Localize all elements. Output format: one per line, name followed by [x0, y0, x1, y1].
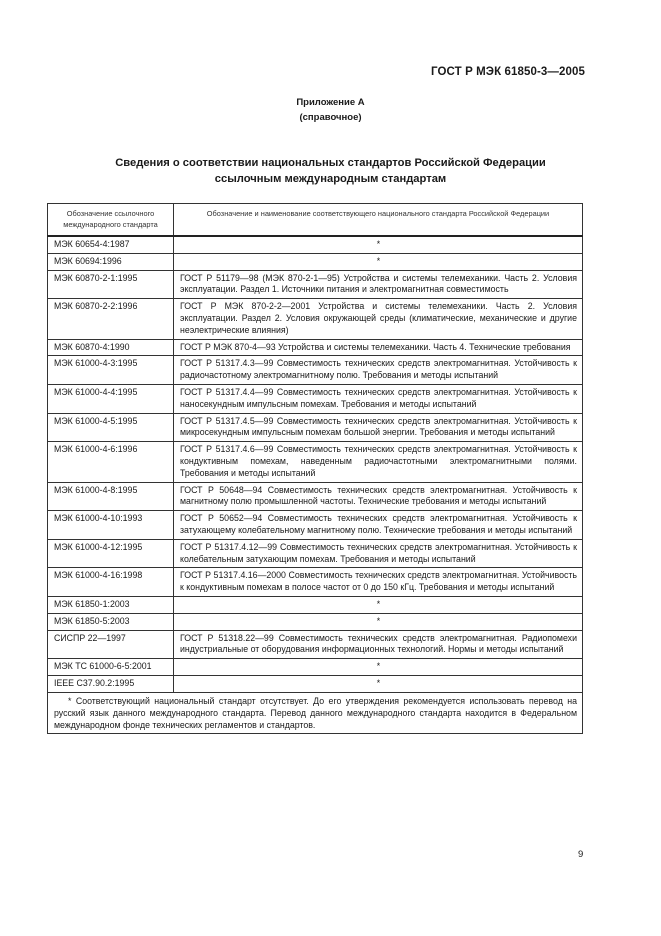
table-row: [48, 236, 583, 253]
national-standard-cell: ГОСТ Р 51318.22—99 Совместимость технических средств электромагнитная. Радиопомехи индустриальные от оборудования информационных технологий. Нормы и методы испытаний: [174, 630, 583, 659]
table-row: [48, 299, 583, 339]
national-standard-cell: ГОСТ Р 51317.4.5—99 Совместимость технических средств электромагнитная. Устойчивость к микросекундным импульсным помехам большой энергии. Требования и методы испытаний: [174, 413, 583, 442]
table-row: [48, 384, 583, 413]
international-standard-cell: МЭК 61000-4-5:1995: [48, 413, 174, 442]
table-row: [48, 539, 583, 568]
table-row: [48, 270, 583, 299]
international-standard-cell: МЭК 61000-4-16:1998: [48, 568, 174, 597]
international-standard-cell: МЭК 61000-4-12:1995: [48, 539, 174, 568]
page-title-line-1: Сведения о соответствии национальных стандартов Российской Федерации: [115, 157, 546, 169]
national-standard-cell: *: [174, 613, 583, 630]
international-standard-cell: МЭК 60870-2-2:1996: [48, 299, 174, 339]
international-standard-cell: МЭК 60694:1996: [48, 253, 174, 270]
national-standard-cell: ГОСТ Р 51317.4.16—2000 Совместимость технических средств электромагнитная. Устойчивость к кондуктивным помехам в полосе частот от 0 до 150 кГц. Требования и методы испытаний: [174, 568, 583, 597]
international-standard-cell: СИСПР 22—1997: [48, 630, 174, 659]
international-standard-cell: МЭК 61000-4-8:1995: [48, 482, 174, 511]
column-header-national: Обозначение и наименование соответствующего национального стандарта Российской Федерации: [174, 204, 583, 237]
table-row: [48, 339, 583, 356]
footnote-text: * Соответствующий национальный стандарт отсутствует. До его утверждения рекомендуется использовать перевод на русский язык данного международного стандарта. Перевод данного международного стандарта находится в Федеральном международном фонде технических регламентов и стандартов.: [54, 695, 577, 730]
table-row: [48, 482, 583, 511]
national-standard-cell: ГОСТ Р 51179—98 (МЭК 870-2-1—95) Устройства и системы телемеханики. Часть 2. Условия эксплуатации. Раздел 1. Источники питания и электромагнитная совместимость: [174, 270, 583, 299]
international-standard-cell: IEEE C37.90.2:1995: [48, 675, 174, 692]
table-row: [48, 596, 583, 613]
table-row: [48, 630, 583, 659]
international-standard-cell: МЭК 61000-4-6:1996: [48, 442, 174, 482]
table-row: [48, 511, 583, 540]
footnote-row: [48, 692, 583, 733]
document-code: ГОСТ Р МЭК 61850-3—2005: [431, 66, 585, 78]
national-standard-cell: ГОСТ Р 50648—94 Совместимость технических средств электромагнитная. Устойчивость к магнитному полю промышленной частоты. Технические требования и методы испытаний: [174, 482, 583, 511]
international-standard-cell: МЭК 60870-4:1990: [48, 339, 174, 356]
international-standard-cell: МЭК 61000-4-4:1995: [48, 384, 174, 413]
table-header-row: [48, 204, 583, 237]
correspondence-table: [47, 203, 583, 734]
table-row: [48, 442, 583, 482]
table-row: [48, 613, 583, 630]
table-row: [48, 356, 583, 385]
column-header-international: Обозначение ссылочного международного стандарта: [48, 204, 174, 237]
national-standard-cell: ГОСТ Р 51317.4.4—99 Совместимость технических средств электромагнитная. Устойчивость к наносекундным импульсным помехам. Требования и методы испытаний: [174, 384, 583, 413]
page-number: 9: [578, 849, 584, 860]
international-standard-cell: МЭК 61000-4-10:1993: [48, 511, 174, 540]
table-row: [48, 253, 583, 270]
table-row: [48, 568, 583, 597]
table-row: [48, 675, 583, 692]
national-standard-cell: *: [174, 675, 583, 692]
international-standard-cell: МЭК 61850-1:2003: [48, 596, 174, 613]
footnote-cell: [48, 692, 583, 733]
national-standard-cell: *: [174, 236, 583, 253]
national-standard-cell: ГОСТ Р МЭК 870-2-2—2001 Устройства и системы телемеханики. Часть 2. Условия эксплуатации. Раздел 2. Условия окружающей среды (климатические, механические и другие неэлектрические влияния): [174, 299, 583, 339]
table-body: [48, 236, 583, 692]
national-standard-cell: ГОСТ Р 50652—94 Совместимость технических средств электромагнитная. Устойчивость к затухающему колебательному магнитному полю. Технические требования и методы испытаний: [174, 511, 583, 540]
page-title: [0, 155, 661, 187]
national-standard-cell: *: [174, 659, 583, 676]
national-standard-cell: *: [174, 253, 583, 270]
international-standard-cell: МЭК 60870-2-1:1995: [48, 270, 174, 299]
table-row: [48, 659, 583, 676]
national-standard-cell: ГОСТ Р 51317.4.6—99 Совместимость технических средств электромагнитная. Устойчивость к кондуктивным помехам, наведенным радиочастотными электромагнитными полями. Требования и методы испытаний: [174, 442, 583, 482]
international-standard-cell: МЭК 61000-4-3:1995: [48, 356, 174, 385]
national-standard-cell: ГОСТ Р 51317.4.12—99 Совместимость технических средств электромагнитная. Устойчивость к колебательным затухающим помехам. Требования и методы испытаний: [174, 539, 583, 568]
national-standard-cell: ГОСТ Р МЭК 870-4—93 Устройства и системы телемеханики. Часть 4. Технические требования: [174, 339, 583, 356]
international-standard-cell: МЭК 60654-4:1987: [48, 236, 174, 253]
international-standard-cell: МЭК 61850-5:2003: [48, 613, 174, 630]
annex-subtitle: (справочное): [299, 112, 362, 123]
page-title-line-2: ссылочным международным стандартам: [214, 173, 447, 185]
national-standard-cell: ГОСТ Р 51317.4.3—99 Совместимость технических средств электромагнитная. Устойчивость к радиочастотному электромагнитному полю. Требования и методы испытаний: [174, 356, 583, 385]
table-row: [48, 413, 583, 442]
national-standard-cell: *: [174, 596, 583, 613]
annex-title: Приложение А: [296, 97, 365, 108]
annex-heading: [0, 95, 661, 125]
international-standard-cell: МЭК ТС 61000-6-5:2001: [48, 659, 174, 676]
